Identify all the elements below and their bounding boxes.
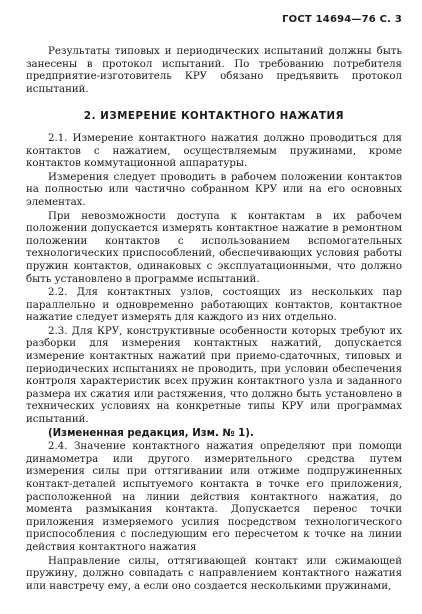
paragraph-2-4: 2.4. Значение контактного нажатия определяют при помощи динамометра или другого измерительного средства путем измерения силы при оттягивании или отжиме подпружиненных контакт-деталей испытуемого контакта в точке его приложения, расположенной на линии действия контактного нажатия, до момента размыкания контакта. Допускается перенос точки приложения измеряемого усилия посредством технологического приспособления с последующим его пересчетом к точке на линии действия контактного нажатия	[26, 441, 402, 553]
page-body	[26, 46, 402, 594]
paragraph-2-1-access: При невозможности доступа к контактам в их рабочем положении допускается измерять контактное нажатие в ремонтном положении контактов с использованием вспомогательных технологических приспособлений, обеспечивающих условия работы пружин контактов, одинаковых с эксплуатационными, что должно быть установлено в программе испытаний.	[26, 210, 402, 285]
paragraph-2-1: 2.1. Измерение контактного нажатия должно проводиться для контактов с нажатием, осуществляемым пружинами, кроме контактов коммутационной аппаратуры.	[26, 132, 402, 170]
paragraph-2-3: 2.3. Для КРУ, конструктивные особенности которых требуют их разборки для измерения контактных нажатий, допускается измерение контактных нажатий при приемо-сдаточных, типовых и периодических испытаниях не проводить, при условии обеспечения контроля характеристик всех пружин контактного узла и заданного размера их сжатия или растяжения, что должно быть установлено в технических условиях на конкретные типы КРУ или программах испытаний.	[26, 325, 402, 426]
running-header: ГОСТ 14694—76 С. 3	[282, 14, 402, 25]
paragraph-2-4-direction: Направление силы, оттягивающей контакт или сжимающей пружину, должно совпадать с направлением контактного нажатия или навстречу ему, а если оно создается несколькими пружинами,	[26, 555, 402, 592]
paragraph-2-2: 2.2. Для контактных узлов, состоящих из нескольких пар параллельно и одновременно работающих контактов, контактное нажатие следует измерять для каждого из них отдельно.	[26, 287, 402, 324]
intro-paragraph: Результаты типовых и периодических испытаний должны быть занесены в протокол испытаний. По требованию потребителя предприятие-изготовитель КРУ обязано предъявить протокол испытаний.	[26, 46, 402, 95]
section-title: 2. ИЗМЕРЕНИЕ КОНТАКТНОГО НАЖАТИЯ	[83, 111, 345, 123]
edition-note: (Измененная редакция, Изм. № 1).	[48, 427, 254, 439]
paragraph-2-1-measurement: Измерения следует проводить в рабочем положении контактов на полностью или частично собранном КРУ или на его основных элементах.	[26, 171, 402, 208]
